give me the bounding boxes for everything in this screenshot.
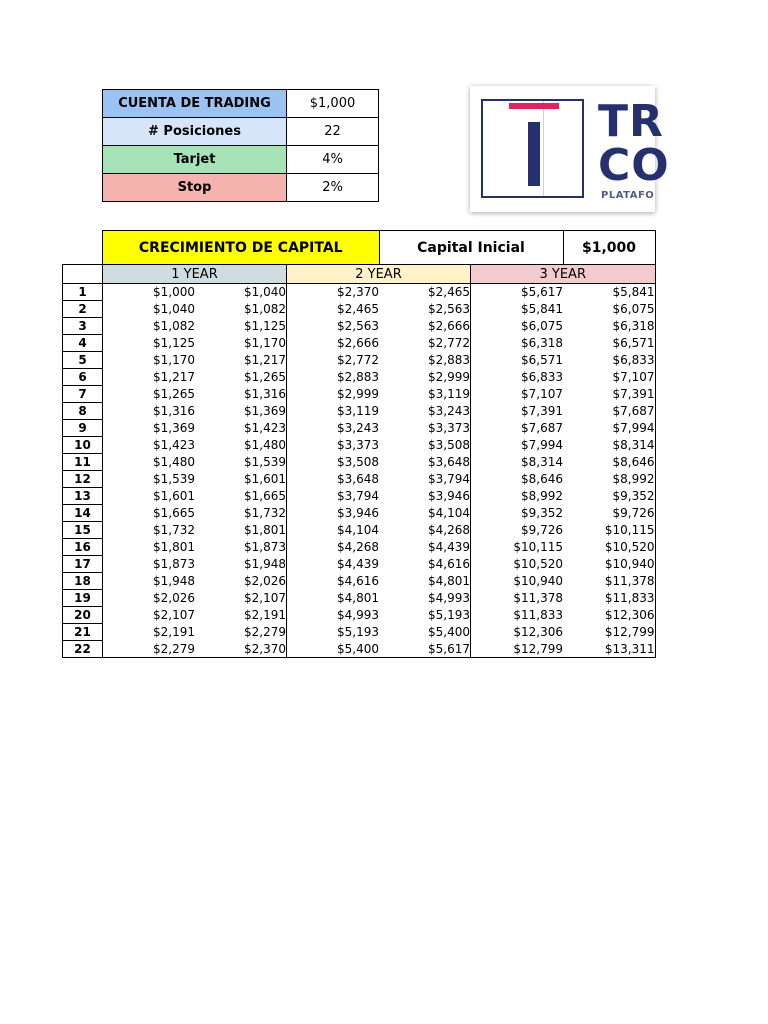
start-balance-cell[interactable]: $9,726	[521, 523, 563, 537]
growth-table	[62, 230, 656, 658]
start-balance-cell[interactable]: $6,833	[521, 370, 563, 384]
start-balance-cell[interactable]: $6,318	[521, 336, 563, 350]
end-balance-cell[interactable]: $6,075	[563, 301, 655, 318]
logo-tagline: PLATAFO	[601, 190, 655, 201]
summary-label[interactable]: Tarjet	[103, 146, 287, 174]
end-balance-cell[interactable]: $2,279	[195, 624, 287, 641]
end-balance-cell[interactable]: $1,873	[195, 539, 287, 556]
end-balance-cell[interactable]: $5,841	[563, 284, 655, 301]
end-balance-cell[interactable]: $4,104	[379, 505, 471, 522]
row-index[interactable]: 3	[63, 318, 103, 335]
end-balance-cell[interactable]: $10,940	[563, 556, 655, 573]
end-balance-cell[interactable]: $2,370	[195, 641, 287, 658]
end-balance-cell[interactable]: $3,243	[379, 403, 471, 420]
end-balance-cell[interactable]: $8,992	[563, 471, 655, 488]
start-balance-cell[interactable]: $2,999	[337, 387, 379, 401]
row-index[interactable]: 12	[63, 471, 103, 488]
start-balance-cell[interactable]: $8,646	[521, 472, 563, 486]
end-balance-cell[interactable]: $1,217	[195, 352, 287, 369]
start-balance-cell[interactable]: $3,508	[337, 455, 379, 469]
year-header-2[interactable]: 2 YEAR	[287, 265, 471, 284]
table-row	[63, 403, 656, 420]
end-balance-cell[interactable]: $2,772	[379, 335, 471, 352]
start-balance-cell[interactable]: $2,563	[337, 319, 379, 333]
table-row	[63, 437, 656, 454]
capital-value[interactable]: $1,000	[563, 231, 655, 265]
end-balance-cell[interactable]: $7,391	[563, 386, 655, 403]
table-row	[63, 284, 656, 301]
row-index[interactable]: 4	[63, 335, 103, 352]
start-balance-cell[interactable]: $6,075	[521, 319, 563, 333]
start-balance-cell[interactable]: $3,373	[337, 438, 379, 452]
end-balance-cell[interactable]: $1,369	[195, 403, 287, 420]
company-logo	[470, 86, 670, 212]
start-balance-cell[interactable]: $1,873	[153, 557, 195, 571]
start-balance-cell[interactable]: $1,125	[153, 336, 195, 350]
row-index[interactable]: 21	[63, 624, 103, 641]
table-row	[63, 624, 656, 641]
start-balance-cell[interactable]: $7,107	[521, 387, 563, 401]
end-balance-cell[interactable]: $1,423	[195, 420, 287, 437]
start-balance-cell[interactable]: $4,439	[337, 557, 379, 571]
table-row	[63, 539, 656, 556]
start-balance-cell[interactable]: $5,617	[521, 285, 563, 300]
end-balance-cell[interactable]: $6,318	[563, 318, 655, 335]
capital-label[interactable]: Capital Inicial	[379, 231, 563, 265]
end-balance-cell[interactable]: $4,801	[379, 573, 471, 590]
end-balance-cell[interactable]: $7,107	[563, 369, 655, 386]
start-balance-cell[interactable]: $1,732	[153, 523, 195, 537]
table-row	[63, 522, 656, 539]
summary-value[interactable]: 22	[287, 118, 379, 146]
end-balance-cell[interactable]: $2,107	[195, 590, 287, 607]
row-index[interactable]: 19	[63, 590, 103, 607]
table-row	[63, 471, 656, 488]
end-balance-cell[interactable]: $2,563	[379, 301, 471, 318]
start-balance-cell[interactable]: $2,465	[337, 302, 379, 316]
end-balance-cell[interactable]: $1,665	[195, 488, 287, 505]
summary-value[interactable]: $1,000	[287, 90, 379, 118]
start-balance-cell[interactable]: $2,666	[337, 336, 379, 350]
end-balance-cell[interactable]: $10,115	[563, 522, 655, 539]
end-balance-cell[interactable]: $1,480	[195, 437, 287, 454]
end-balance-cell[interactable]: $4,993	[379, 590, 471, 607]
start-balance-cell[interactable]: $8,314	[521, 455, 563, 469]
table-row	[63, 454, 656, 471]
end-balance-cell[interactable]: $4,439	[379, 539, 471, 556]
start-balance-cell[interactable]: $6,571	[521, 353, 563, 367]
index-header	[63, 265, 103, 284]
start-balance-cell[interactable]: $1,801	[153, 540, 195, 554]
start-balance-cell[interactable]: $2,026	[153, 591, 195, 605]
row-index[interactable]: 6	[63, 369, 103, 386]
growth-title[interactable]: CRECIMIENTO DE CAPITAL	[103, 231, 380, 265]
table-row	[63, 573, 656, 590]
start-balance-cell[interactable]: $4,268	[337, 540, 379, 554]
start-balance-cell[interactable]: $10,940	[513, 574, 563, 588]
end-balance-cell[interactable]: $1,732	[195, 505, 287, 522]
start-balance-cell[interactable]: $1,601	[153, 489, 195, 503]
row-index[interactable]: 9	[63, 420, 103, 437]
start-balance-cell[interactable]: $1,539	[153, 472, 195, 486]
start-balance-cell[interactable]: $3,119	[337, 404, 379, 418]
logo-stem	[528, 122, 540, 186]
start-balance-cell[interactable]: $4,801	[337, 591, 379, 605]
start-balance-cell[interactable]: $7,687	[521, 421, 563, 435]
start-balance-cell[interactable]: $4,993	[337, 608, 379, 622]
summary-value[interactable]: 4%	[287, 146, 379, 174]
end-balance-cell[interactable]: $3,946	[379, 488, 471, 505]
end-balance-cell[interactable]: $3,119	[379, 386, 471, 403]
end-balance-cell[interactable]: $1,125	[195, 318, 287, 335]
start-balance-cell[interactable]: $5,841	[521, 302, 563, 316]
start-balance-cell[interactable]: $3,243	[337, 421, 379, 435]
summary-value[interactable]: 2%	[287, 174, 379, 202]
start-balance-cell[interactable]: $7,994	[521, 438, 563, 452]
start-balance-cell[interactable]: $5,193	[337, 625, 379, 639]
table-row	[63, 318, 656, 335]
row-index[interactable]: 2	[63, 301, 103, 318]
table-row	[63, 641, 656, 658]
start-balance-cell[interactable]: $8,992	[521, 489, 563, 503]
start-balance-cell[interactable]: $3,648	[337, 472, 379, 486]
start-balance-cell[interactable]: $2,107	[153, 608, 195, 622]
end-balance-cell[interactable]: $5,617	[379, 641, 471, 658]
end-balance-cell[interactable]: $9,352	[563, 488, 655, 505]
end-balance-cell[interactable]: $1,082	[195, 301, 287, 318]
end-balance-cell[interactable]: $11,833	[563, 590, 655, 607]
end-balance-cell[interactable]: $2,465	[379, 284, 471, 301]
end-balance-cell[interactable]: $1,040	[195, 284, 287, 301]
start-balance-cell[interactable]: $4,616	[337, 574, 379, 588]
end-balance-cell[interactable]: $5,193	[379, 607, 471, 624]
end-balance-cell[interactable]: $1,170	[195, 335, 287, 352]
table-row	[63, 301, 656, 318]
table-row	[63, 352, 656, 369]
end-balance-cell[interactable]: $7,994	[563, 420, 655, 437]
start-balance-cell[interactable]: $1,000	[153, 285, 195, 300]
row-index[interactable]: 1	[63, 284, 103, 301]
end-balance-cell[interactable]: $1,601	[195, 471, 287, 488]
start-balance-cell[interactable]: $1,170	[153, 353, 195, 367]
row-index[interactable]: 16	[63, 539, 103, 556]
table-row	[63, 590, 656, 607]
start-balance-cell[interactable]: $3,794	[337, 489, 379, 503]
row-index[interactable]: 8	[63, 403, 103, 420]
end-balance-cell[interactable]: $2,026	[195, 573, 287, 590]
start-balance-cell[interactable]: $1,948	[153, 574, 195, 588]
end-balance-cell[interactable]: $1,265	[195, 369, 287, 386]
table-row	[63, 556, 656, 573]
summary-label[interactable]: # Posiciones	[103, 118, 287, 146]
table-row	[63, 386, 656, 403]
row-index[interactable]: 10	[63, 437, 103, 454]
end-balance-cell[interactable]: $3,648	[379, 454, 471, 471]
row-index[interactable]: 17	[63, 556, 103, 573]
end-balance-cell[interactable]: $4,616	[379, 556, 471, 573]
end-balance-cell[interactable]: $13,311	[563, 641, 655, 658]
end-balance-cell[interactable]: $6,571	[563, 335, 655, 352]
start-balance-cell[interactable]: $5,400	[287, 641, 380, 658]
row-index[interactable]: 5	[63, 352, 103, 369]
start-balance-cell[interactable]: $2,191	[153, 625, 195, 639]
start-balance-cell[interactable]: $2,772	[337, 353, 379, 367]
start-balance-cell[interactable]: $2,279	[103, 641, 196, 658]
start-balance-cell[interactable]: $1,217	[153, 370, 195, 384]
start-balance-cell[interactable]: $12,799	[471, 641, 564, 658]
start-balance-cell[interactable]: $1,082	[153, 319, 195, 333]
end-balance-cell[interactable]: $10,520	[563, 539, 655, 556]
row-index[interactable]: 18	[63, 573, 103, 590]
start-balance-cell[interactable]: $2,883	[337, 370, 379, 384]
summary-label[interactable]: Stop	[103, 174, 287, 202]
table-row	[63, 369, 656, 386]
end-balance-cell[interactable]: $3,373	[379, 420, 471, 437]
start-balance-cell[interactable]: $10,520	[513, 557, 563, 571]
start-balance-cell[interactable]: $1,265	[153, 387, 195, 401]
summary-row-target	[103, 146, 379, 174]
start-balance-cell[interactable]: $1,316	[153, 404, 195, 418]
start-balance-cell[interactable]: $1,369	[153, 421, 195, 435]
logo-guide-line	[543, 101, 544, 196]
end-balance-cell[interactable]: $2,191	[195, 607, 287, 624]
end-balance-cell[interactable]: $8,314	[563, 437, 655, 454]
logo-red-bar	[509, 103, 559, 109]
table-row	[63, 607, 656, 624]
summary-row-stop	[103, 174, 379, 202]
end-balance-cell[interactable]: $1,948	[195, 556, 287, 573]
summary-label[interactable]: CUENTA DE TRADING	[103, 90, 287, 118]
row-index[interactable]: 20	[63, 607, 103, 624]
year-header-row	[63, 265, 656, 284]
end-balance-cell[interactable]: $8,646	[563, 454, 655, 471]
end-balance-cell[interactable]: $11,378	[563, 573, 655, 590]
row-index[interactable]: 13	[63, 488, 103, 505]
end-balance-cell[interactable]: $2,666	[379, 318, 471, 335]
year-header-1[interactable]: 1 YEAR	[103, 265, 287, 284]
end-balance-cell[interactable]: $4,268	[379, 522, 471, 539]
start-balance-cell[interactable]: $4,104	[337, 523, 379, 537]
end-balance-cell[interactable]: $12,306	[563, 607, 655, 624]
end-balance-cell[interactable]: $1,801	[195, 522, 287, 539]
end-balance-cell[interactable]: $2,999	[379, 369, 471, 386]
summary-row-positions	[103, 118, 379, 146]
start-balance-cell[interactable]: $1,040	[153, 302, 195, 316]
start-balance-cell[interactable]: $1,423	[153, 438, 195, 452]
end-balance-cell[interactable]: $9,726	[563, 505, 655, 522]
empty-corner	[63, 231, 103, 265]
row-index[interactable]: 7	[63, 386, 103, 403]
summary-table	[102, 89, 379, 202]
start-balance-cell[interactable]: $12,306	[513, 625, 563, 639]
table-row	[63, 420, 656, 437]
start-balance-cell[interactable]: $3,946	[337, 506, 379, 520]
row-index[interactable]: 11	[63, 454, 103, 471]
end-balance-cell[interactable]: $3,508	[379, 437, 471, 454]
end-balance-cell[interactable]: $5,400	[379, 624, 471, 641]
row-index[interactable]: 15	[63, 522, 103, 539]
table-row	[63, 505, 656, 522]
row-index[interactable]: 14	[63, 505, 103, 522]
start-balance-cell[interactable]: $11,378	[513, 591, 563, 605]
end-balance-cell[interactable]: $2,883	[379, 352, 471, 369]
logo-text-line2: CO	[598, 140, 670, 191]
growth-header-row	[63, 231, 656, 265]
end-balance-cell[interactable]: $7,687	[563, 403, 655, 420]
end-balance-cell[interactable]: $1,316	[195, 386, 287, 403]
start-balance-cell[interactable]: $1,480	[153, 455, 195, 469]
table-row	[63, 335, 656, 352]
start-balance-cell[interactable]: $9,352	[521, 506, 563, 520]
start-balance-cell[interactable]: $7,391	[521, 404, 563, 418]
end-balance-cell[interactable]: $3,794	[379, 471, 471, 488]
start-balance-cell[interactable]: $1,665	[153, 506, 195, 520]
start-balance-cell[interactable]: $2,370	[337, 285, 379, 300]
start-balance-cell[interactable]: $10,115	[513, 540, 563, 554]
summary-row-account	[103, 90, 379, 118]
logo-text-line1: TR	[598, 96, 664, 147]
end-balance-cell[interactable]: $1,539	[195, 454, 287, 471]
end-balance-cell[interactable]: $12,799	[563, 624, 655, 641]
end-balance-cell[interactable]: $6,833	[563, 352, 655, 369]
row-index[interactable]: 22	[63, 641, 103, 658]
start-balance-cell[interactable]: $11,833	[513, 608, 563, 622]
table-row	[63, 488, 656, 505]
year-header-3[interactable]: 3 YEAR	[471, 265, 656, 284]
